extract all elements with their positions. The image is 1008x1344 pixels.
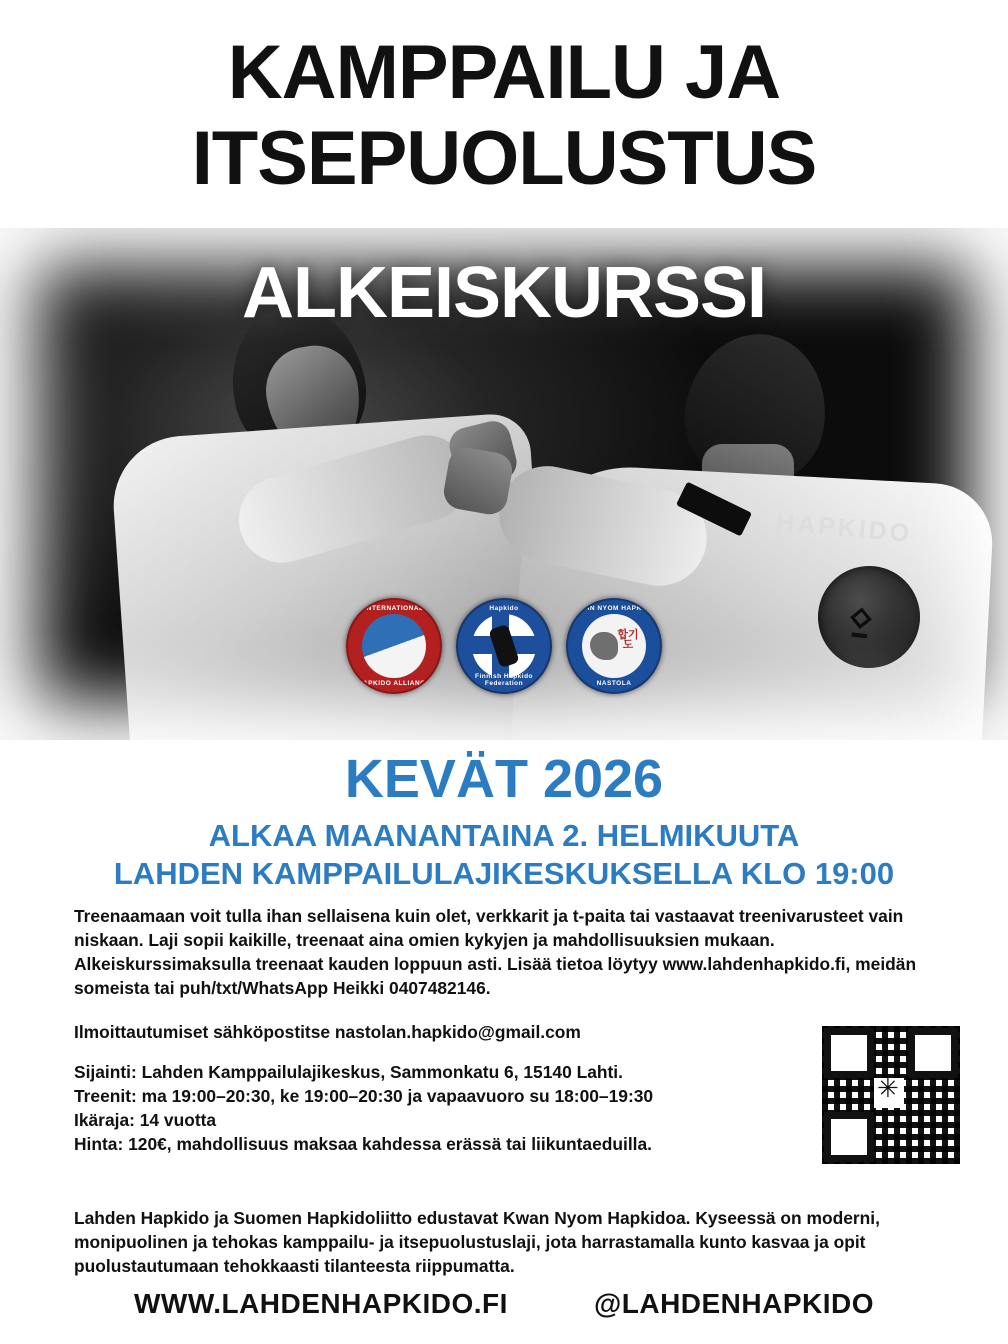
registration-paragraph: Ilmoittautumiset sähköpostitse nastolan.hapkido@gmail.com: [74, 1022, 581, 1042]
about-paragraph: Lahden Hapkido ja Suomen Hapkidoliitto edustavat Kwan Nyom Hapkidoa. Kyseessä on moderni, monipuolinen ja tehokas kamppailu- ja itsepuolustuslaji, jota harrastamalla kunto kasvaa ja opit puolustautumaan tehokkaasti tilanteesta riippumatta.: [74, 1208, 880, 1276]
gi-side-text: FINLAND: [849, 702, 969, 735]
suomen-hapkido-liitto-logo: [456, 598, 552, 694]
logo-top-text: Hapkido: [489, 605, 519, 612]
social-handle[interactable]: @LAHDENHAPKIDO: [593, 1288, 875, 1319]
intro-paragraph: Treenaamaan voit tulla ihan sellaisena kuin olet, verkkarit ja t-paita tai vastaavat treenivarusteet vain niskaan. Laji sopii kaikille, treenaat aina omien kykyjen ja mahdollisuuksien mukaan. Alkeiskurssimaksulla treenaat kauden loppuun asti. Lisää tietoa löytyy www.lahdenhapkido.fi, meidän someista tai puh/txt/WhatsApp Heikki 0407482146.: [74, 906, 917, 998]
logo-bottom-text: NASTOLA: [596, 680, 632, 687]
detail-location: Sijainti: Lahden Kamppailulajikeskus, Sammonkatu 6, 15140 Lahti.: [74, 1062, 623, 1082]
details-block: [74, 1060, 774, 1156]
qr-center-mark: [874, 1078, 904, 1108]
page-title: [0, 30, 1008, 201]
qr-code[interactable]: [822, 1026, 960, 1164]
headline-line-3: ALKEISKURSSI: [241, 253, 767, 333]
headline-line-1: KAMPPAILU JA: [227, 30, 781, 115]
venue-line: LAHDEN KAMPPAILULAJIKESKUKSELLA KLO 19:00: [113, 856, 895, 891]
kwan-nyom-hapkido-nastola-logo: [566, 598, 662, 694]
logo-top-text: INTERNATIONAL: [364, 605, 424, 612]
headline-line-2: ITSEPUOLUSTUS: [191, 115, 817, 201]
eagle-icon: [590, 632, 618, 660]
hangul-mark: 합기도: [617, 629, 639, 651]
start-date-line: ALKAA MAANANTAINA 2. HELMIKUUTA: [208, 818, 800, 853]
logo-inner-emblem: [362, 614, 426, 678]
qr-finder-bottom-left: [824, 1112, 874, 1162]
logo-top-text: KWAN NYOM HAPKIDO: [573, 605, 655, 612]
logo-row: [0, 598, 1008, 694]
detail-age-limit: Ikäraja: 14 vuotta: [74, 1110, 217, 1130]
season-title: KEVÄT 2026: [344, 749, 664, 809]
logo-bottom-text: HAPKIDO ALLIANCE: [357, 680, 431, 687]
logo-bottom-text: Finnish Hapkido Federation: [474, 673, 534, 687]
qr-finder-top-right: [908, 1028, 958, 1078]
gi-back-text: HAPKIDO: [774, 508, 914, 548]
gi-patch-symbol: ⍚: [845, 582, 882, 642]
footer: [0, 1288, 1008, 1320]
international-hapkido-alliance-logo: [346, 598, 442, 694]
detail-training-times: Treenit: ma 19:00–20:30, ke 19:00–20:30 ja vapaavuoro su 18:00–19:30: [74, 1086, 654, 1106]
right-fighter-fist: [441, 445, 515, 517]
qr-finder-top-left: [824, 1028, 874, 1078]
detail-price: Hinta: 120€, mahdollisuus maksaa kahdessa erässä tai liikuntaeduilla.: [74, 1134, 653, 1154]
website-link[interactable]: WWW.LAHDENHAPKIDO.FI: [133, 1288, 508, 1319]
